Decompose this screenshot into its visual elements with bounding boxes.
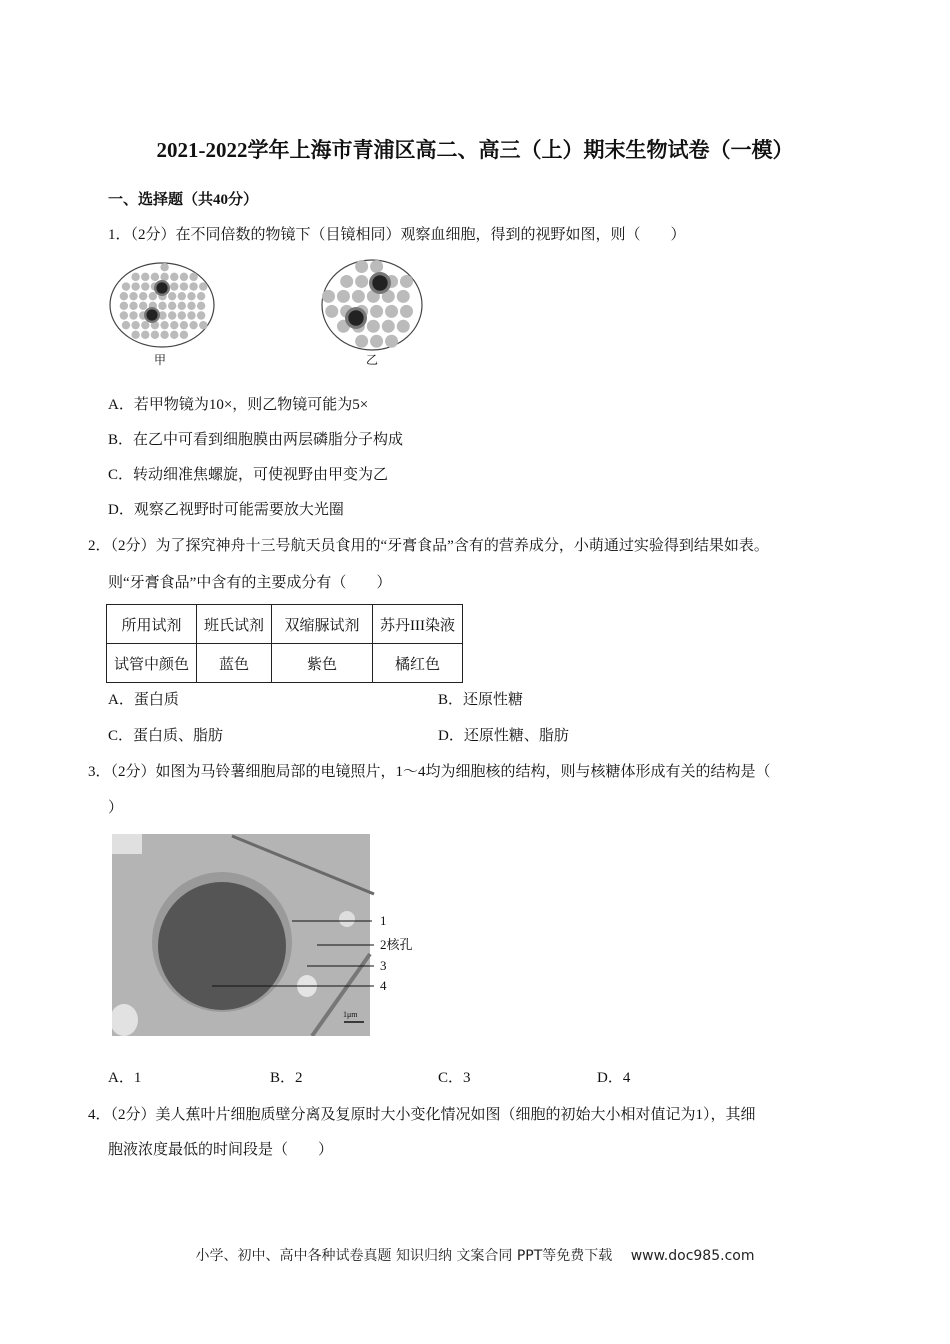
red-blood-cell [168, 302, 176, 310]
table-row [107, 605, 463, 644]
red-blood-cell [151, 331, 159, 339]
red-blood-cell [322, 290, 335, 303]
table-row [107, 644, 463, 683]
red-blood-cell [122, 321, 130, 329]
nucleolus-chromatin [158, 882, 286, 1010]
red-blood-cell [120, 311, 128, 319]
red-blood-cell [199, 282, 207, 290]
red-blood-cell [168, 311, 176, 319]
red-blood-cell [355, 335, 368, 348]
red-blood-cell [189, 282, 197, 290]
table-cell: 苏丹III染液 [373, 605, 463, 644]
red-blood-cell [160, 263, 168, 271]
red-blood-cell [141, 282, 149, 290]
red-blood-cell [370, 260, 383, 273]
red-blood-cell [197, 311, 205, 319]
red-blood-cell [382, 320, 395, 333]
reagent-table [106, 604, 463, 683]
red-blood-cell [149, 292, 157, 300]
red-blood-cell [139, 292, 147, 300]
red-blood-cell [141, 331, 149, 339]
red-blood-cell [170, 321, 178, 329]
red-blood-cell [337, 290, 350, 303]
question-3-stem-line2: ） [108, 800, 124, 816]
q2-option-a[interactable]: A．蛋白质 [108, 692, 179, 708]
figure-label-jia: 甲 [154, 353, 167, 367]
red-blood-cell [187, 292, 195, 300]
red-blood-cell [160, 331, 168, 339]
red-blood-cell [189, 321, 197, 329]
table-cell: 紫色 [272, 644, 373, 683]
figure-label-yi: 乙 [366, 353, 379, 367]
footer-banner: 小学、初中、高中各种试卷真题 知识归纳 文案合同 PPT等免费下载 www.doc985.com [195, 1248, 755, 1264]
red-blood-cell [170, 331, 178, 339]
table-cell: 所用试剂 [107, 605, 197, 644]
red-blood-cell [160, 321, 168, 329]
label-3: 3 [380, 958, 387, 973]
red-blood-cell [385, 305, 398, 318]
red-blood-cell [180, 321, 188, 329]
q2-option-c[interactable]: C．蛋白质、脂肪 [108, 728, 224, 744]
scale-bar-label: 1μm [343, 1010, 358, 1019]
red-blood-cell [180, 331, 188, 339]
red-blood-cell [178, 292, 186, 300]
red-blood-cell [187, 302, 195, 310]
q2-option-d[interactable]: D．还原性糖、脂肪 [438, 728, 569, 744]
red-blood-cell [168, 292, 176, 300]
red-blood-cell [129, 292, 137, 300]
red-blood-cell [141, 321, 149, 329]
q3-option-a[interactable]: A．1 [108, 1070, 142, 1086]
label-2-nuclear-pore: 2核孔 [380, 937, 413, 952]
q3-option-b[interactable]: B．2 [270, 1070, 303, 1086]
red-blood-cell [199, 321, 207, 329]
red-blood-cell [385, 335, 398, 348]
red-blood-cell [355, 260, 368, 273]
red-blood-cell [158, 302, 166, 310]
q1-option-c[interactable]: C．转动细准焦螺旋，可使视野由甲变为乙 [108, 467, 389, 483]
red-blood-cell [178, 311, 186, 319]
red-blood-cell [139, 302, 147, 310]
table-cell: 蓝色 [197, 644, 272, 683]
red-blood-cell [397, 320, 410, 333]
electron-micrograph [112, 834, 412, 1036]
red-blood-cell [370, 335, 383, 348]
red-blood-cell [131, 331, 139, 339]
red-blood-cell [197, 292, 205, 300]
red-blood-cell [352, 290, 365, 303]
white-blood-cell-nucleus [348, 310, 363, 325]
table-cell: 双缩脲试剂 [272, 605, 373, 644]
red-blood-cell [178, 302, 186, 310]
red-blood-cell [160, 273, 168, 281]
q1-option-b[interactable]: B．在乙中可看到细胞膜由两层磷脂分子构成 [108, 432, 404, 448]
question-2-stem: 2．（2分）为了探究神舟十三号航天员食用的“牙膏食品”含有的营养成分，小萌通过实验得到结果如表。 [88, 538, 769, 554]
table-cell: 橘红色 [373, 644, 463, 683]
red-blood-cell [129, 311, 137, 319]
red-blood-cell [370, 305, 383, 318]
question-3-stem: 3．（2分）如图为马铃薯细胞局部的电镜照片，1～4均为细胞核的结构，则与核糖体形成有关的结构是（ [88, 764, 771, 780]
red-blood-cell [180, 273, 188, 281]
red-blood-cell [120, 302, 128, 310]
red-blood-cell [397, 290, 410, 303]
red-blood-cell [400, 305, 413, 318]
table-cell: 班氏试剂 [197, 605, 272, 644]
page-title: 2021-2022学年上海市青浦区高二、高三（上）期末生物试卷（一模） [156, 138, 794, 162]
q3-option-d[interactable]: D．4 [597, 1070, 631, 1086]
question-4-stem-line2: 胞液浓度最低的时间段是（ ） [108, 1142, 334, 1158]
red-blood-cell [367, 320, 380, 333]
red-blood-cell [129, 302, 137, 310]
red-blood-cell [189, 273, 197, 281]
blood-cell-figures [100, 258, 440, 373]
white-blood-cell-nucleus [156, 282, 167, 293]
red-blood-cell [187, 311, 195, 319]
red-blood-cell [325, 305, 338, 318]
red-blood-cell [400, 275, 413, 288]
red-blood-cell [151, 273, 159, 281]
red-blood-cell [120, 292, 128, 300]
red-blood-cell [131, 273, 139, 281]
red-blood-cell [340, 275, 353, 288]
red-blood-cell [355, 275, 368, 288]
red-blood-cell [170, 282, 178, 290]
question-2-stem-line2: 则“牙膏食品”中含有的主要成分有（ ） [108, 575, 392, 591]
red-blood-cell [170, 273, 178, 281]
label-1: 1 [380, 913, 387, 928]
label-4: 4 [380, 978, 387, 993]
question-4-stem: 4．（2分）美人蕉叶片细胞质壁分离及复原时大小变化情况如图（细胞的初始大小相对值记为1），其细 [88, 1107, 756, 1123]
section-heading: 一、选择题（共40分） [108, 192, 259, 208]
q1-option-a[interactable]: A．若甲物镜为10×，则乙物镜可能为5× [108, 397, 369, 413]
red-blood-cell [131, 282, 139, 290]
q1-option-d[interactable]: D．观察乙视野时可能需要放大光圈 [108, 502, 344, 518]
red-blood-cell [131, 321, 139, 329]
red-blood-cell [180, 282, 188, 290]
question-1-stem: 1．（2分）在不同倍数的物镜下（目镜相同）观察血细胞，得到的视野如图，则（ ） [108, 227, 686, 243]
table-cell: 试管中颜色 [107, 644, 197, 683]
white-blood-cell-nucleus [372, 275, 387, 290]
q3-option-c[interactable]: C．3 [438, 1070, 471, 1086]
white-blood-cell-nucleus [146, 309, 157, 320]
q2-option-b[interactable]: B．还原性糖 [438, 692, 524, 708]
red-blood-cell [197, 302, 205, 310]
red-blood-cell [141, 273, 149, 281]
red-blood-cell [122, 282, 130, 290]
